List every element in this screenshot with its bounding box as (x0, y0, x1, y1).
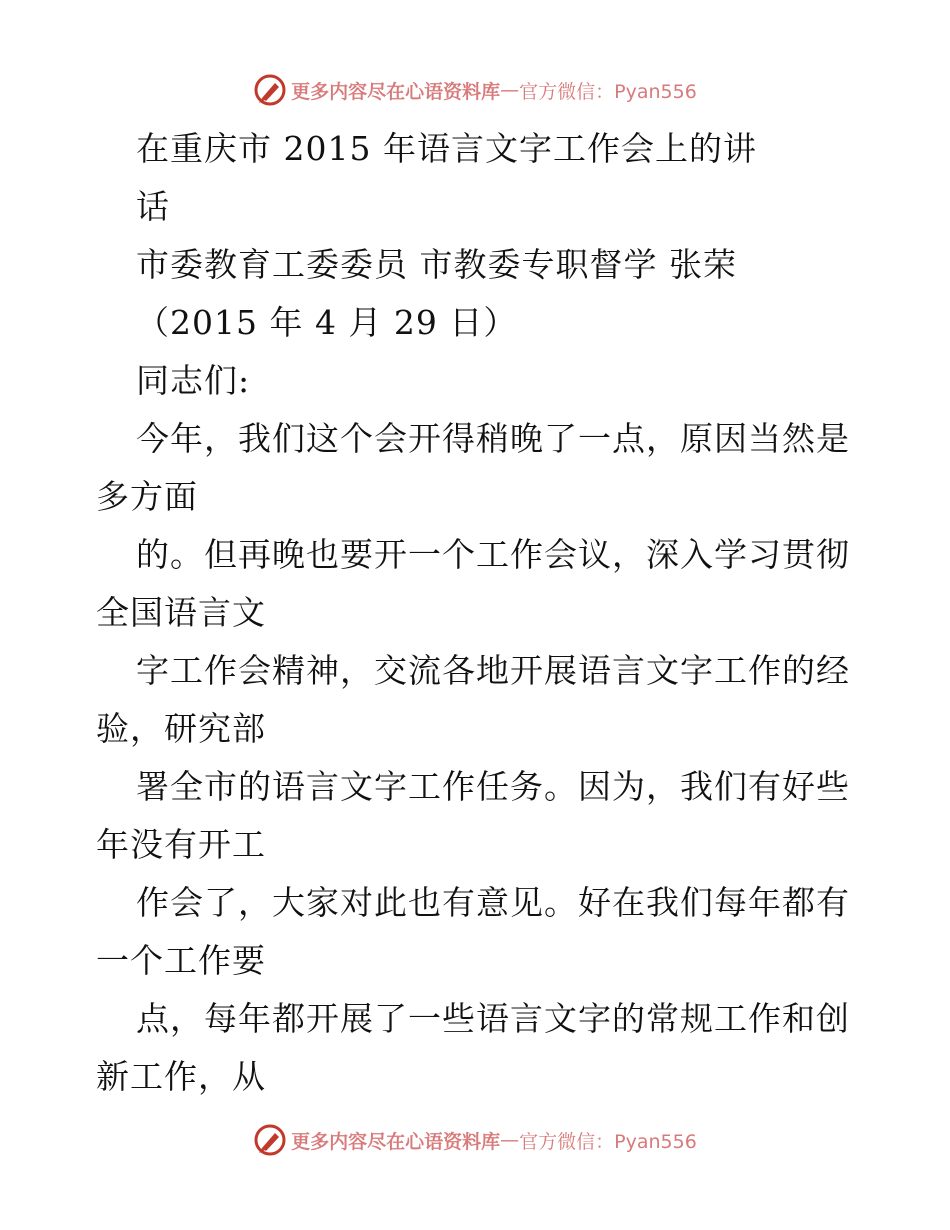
doc-title-line-2: 话 (136, 187, 170, 226)
doc-salutation: 同志们: (136, 361, 251, 400)
pen-logo-icon (253, 1123, 287, 1157)
body-line: 多方面 (96, 477, 198, 516)
doc-speaker: 市委教育工委委员 市教委专职督学 张荣 (136, 245, 737, 284)
footer-watermark (0, 1120, 950, 1160)
body-line: 作会了，大家对此也有意见。好在我们每年都有 (136, 883, 850, 922)
body-line: 点，每年都开展了一些语言文字的常规工作和创 (136, 999, 850, 1038)
body-line: 署全市的语言文字工作任务。因为，我们有好些 (136, 767, 850, 806)
watermark-dash: — (500, 79, 520, 101)
doc-title-line-1: 在重庆市 2015 年语言文字工作会上的讲 (136, 129, 757, 168)
body-line: 全国语言文 (96, 593, 266, 632)
body-line: 字工作会精神，交流各地开展语言文字工作的经 (136, 651, 850, 690)
body-line: 今年，我们这个会开得稍晚了一点，原因当然是 (136, 419, 850, 458)
body-line: 验，研究部 (96, 709, 266, 748)
watermark-main-text: 更多内容尽在心语资料库 (291, 1130, 501, 1153)
body-line: 一个工作要 (96, 941, 266, 980)
watermark-main-text: 更多内容尽在心语资料库 (291, 80, 501, 103)
doc-date: （2015 年 4 月 29 日） (136, 303, 518, 342)
header-watermark (0, 70, 950, 110)
body-line: 的。但再晚也要开一个工作会议，深入学习贯彻 (136, 535, 850, 574)
watermark-wechat-text: 官方微信：Pyan556 (519, 1130, 697, 1153)
watermark-dash: — (500, 1129, 520, 1151)
pen-logo-icon (253, 73, 287, 107)
body-line: 年没有开工 (96, 825, 266, 864)
body-line: 新工作，从 (96, 1057, 266, 1096)
watermark-wechat-text: 官方微信：Pyan556 (519, 80, 697, 103)
